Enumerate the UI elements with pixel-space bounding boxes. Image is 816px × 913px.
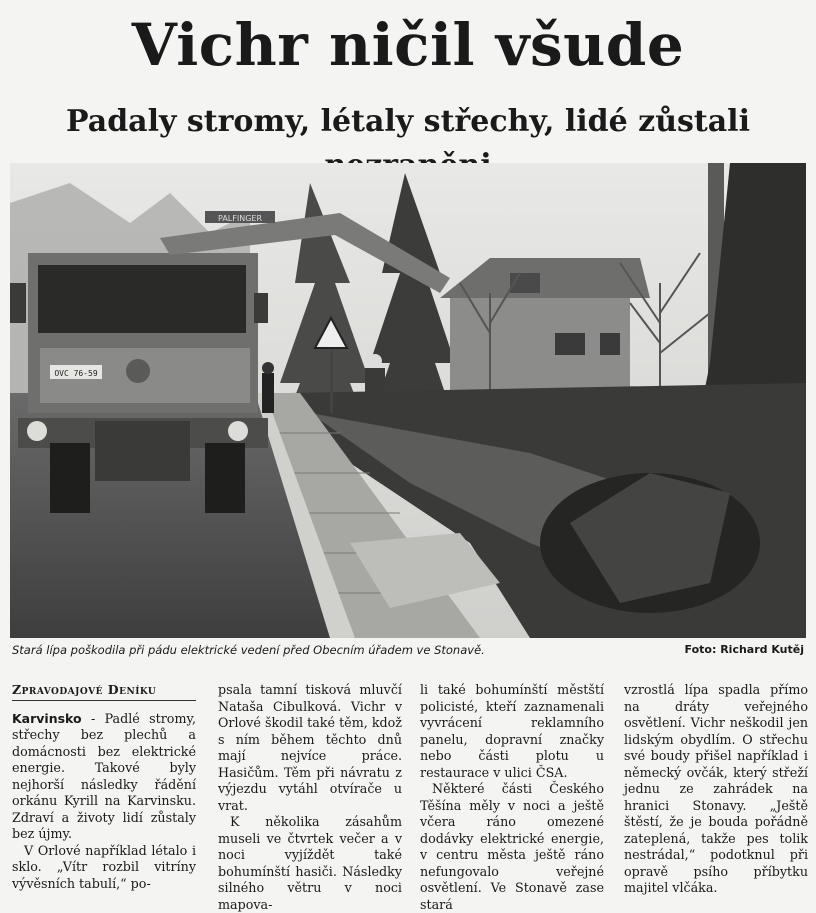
crane-brand: PALFINGER bbox=[218, 214, 262, 223]
article-column-1 bbox=[12, 682, 196, 891]
photo-credit: Foto: Richard Kutěj bbox=[684, 643, 804, 656]
paragraph: psala tamní tisková mluvčí Nataša Cibulková. Vichr v Orlové škodil také těm, kdož s ním během těchto dnů mají nejvíce práce. Hasičům. Těm při návratu z výjezdu vytáhl otvírače u vrat. bbox=[218, 682, 402, 813]
section-label: Zpravodajové Deníku bbox=[12, 682, 196, 701]
article-column-3 bbox=[420, 682, 604, 912]
subheadline: Padaly stromy, létaly střechy, lidé zůstali bbox=[66, 104, 750, 139]
article-column-4 bbox=[624, 682, 808, 895]
paragraph: Některé části Českého Těšína měly v noci a ještě včera ráno omezené dodávky elektrické energie, v centru města ještě ráno nefungovalo veřejné osvětlení. Ve Stonavě zase stará bbox=[420, 781, 604, 912]
photo-caption: Stará lípa poškodila při pádu elektrické vedení před Obecním úřadem ve Stonavě. bbox=[12, 643, 485, 657]
plate-text: OVC 76-59 bbox=[54, 369, 98, 378]
paragraph: V Orlové například létalo i sklo. „Vítr rozbil vitríny vývěsních tabulí,“ po- bbox=[12, 842, 196, 891]
dateline: Karvinsko bbox=[12, 710, 82, 726]
paragraph: K několika zásahům museli ve čtvrtek večer a v noci vyjíždět také bohumínští hasiči. Následky silného větru v noci mapova- bbox=[218, 814, 402, 912]
headline: Vichr ničil všude bbox=[131, 11, 685, 79]
paragraph: vzrostlá lípa spadla přímo na dráty veřejného osvětlení. Vichr neškodil jen lidským obydlím. O střechu své boudy přišel například i německý ovčák, který střeží jednu ze zahrádek na hranici Stonavy. „Ještě štěstí, že je bouda pořádně zateplená, takže pes tolik nestrádal,“ podotknul při opravě psího příbytku majitel vlčáka. bbox=[624, 682, 808, 895]
paragraph-text: - Padlé stromy, střechy bez plechů a domácnosti bez elektrické energie. Takové byly nejhorší následky řádění orkánu Kyrill na Karvinsku. Zdraví a životy lidí zůstaly bez újmy. bbox=[12, 710, 196, 841]
article-column-2 bbox=[218, 682, 402, 912]
paragraph: li také bohumínští městští policisté, kteří zaznamenali vyvrácení reklamního panelu, dopravní značky nebo části plotu u restaurace v ulici ČSA. bbox=[420, 682, 604, 780]
news-photo bbox=[10, 163, 806, 638]
paragraph bbox=[12, 711, 196, 843]
photo-fallen-linden-tree-icon bbox=[10, 163, 806, 638]
